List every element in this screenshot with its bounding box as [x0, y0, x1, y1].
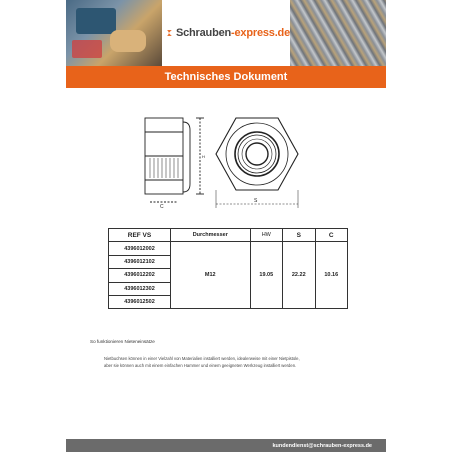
paragraph-line: aber sie können auch mit einem einfachen Hammer und einem geeigneten Werkzeug installiert werden. — [104, 363, 297, 369]
diameter-cell: M12 — [171, 242, 251, 309]
description-paragraph — [104, 355, 384, 370]
title-bar — [66, 66, 386, 88]
ref-cell: 4396012102 — [109, 255, 171, 268]
c-cell: 10.16 — [315, 242, 348, 309]
height-label: H — [202, 154, 205, 159]
section-title: So funktionieren Nieteneinsätze — [90, 339, 155, 344]
brand-logo — [162, 0, 290, 66]
toolbox-photo — [66, 0, 162, 66]
spec-table — [108, 228, 348, 309]
header-ref: REF VS — [109, 229, 171, 242]
footer-email-link[interactable]: kundendienst@schrauben-express.de — [272, 442, 372, 449]
footer-bar — [66, 439, 386, 452]
header-diameter: Durchmesser — [171, 229, 251, 242]
header-s: S — [283, 229, 315, 242]
ref-cell: 4396012202 — [109, 269, 171, 282]
ref-cell: 4396012502 — [109, 295, 171, 308]
brand-name: Schrauben-express.de — [175, 27, 290, 39]
table-header-row — [109, 229, 348, 242]
nut-side-view — [145, 118, 204, 202]
table-row — [109, 242, 348, 255]
hw-cell: 19.05 — [250, 242, 282, 309]
paragraph-line: Nietbuchsen können in einer Vielzahl von Materialien installiert werden, idealerweise mit einer Nietpistole, — [104, 356, 300, 361]
ref-cell: 4396012302 — [109, 282, 171, 295]
technical-drawing — [130, 110, 320, 215]
s-cell: 22.22 — [283, 242, 315, 309]
ref-cell: 4396012002 — [109, 242, 171, 255]
header-c: C — [315, 229, 348, 242]
header-hw: HW — [250, 229, 282, 242]
brand-mark-icon — [166, 26, 173, 40]
s-label: S — [254, 198, 258, 204]
screws-photo — [290, 0, 386, 66]
header-banner — [66, 0, 386, 66]
page-title: Technisches Dokument — [164, 71, 288, 83]
nut-front-view — [216, 118, 298, 208]
c-label: C — [160, 204, 164, 210]
